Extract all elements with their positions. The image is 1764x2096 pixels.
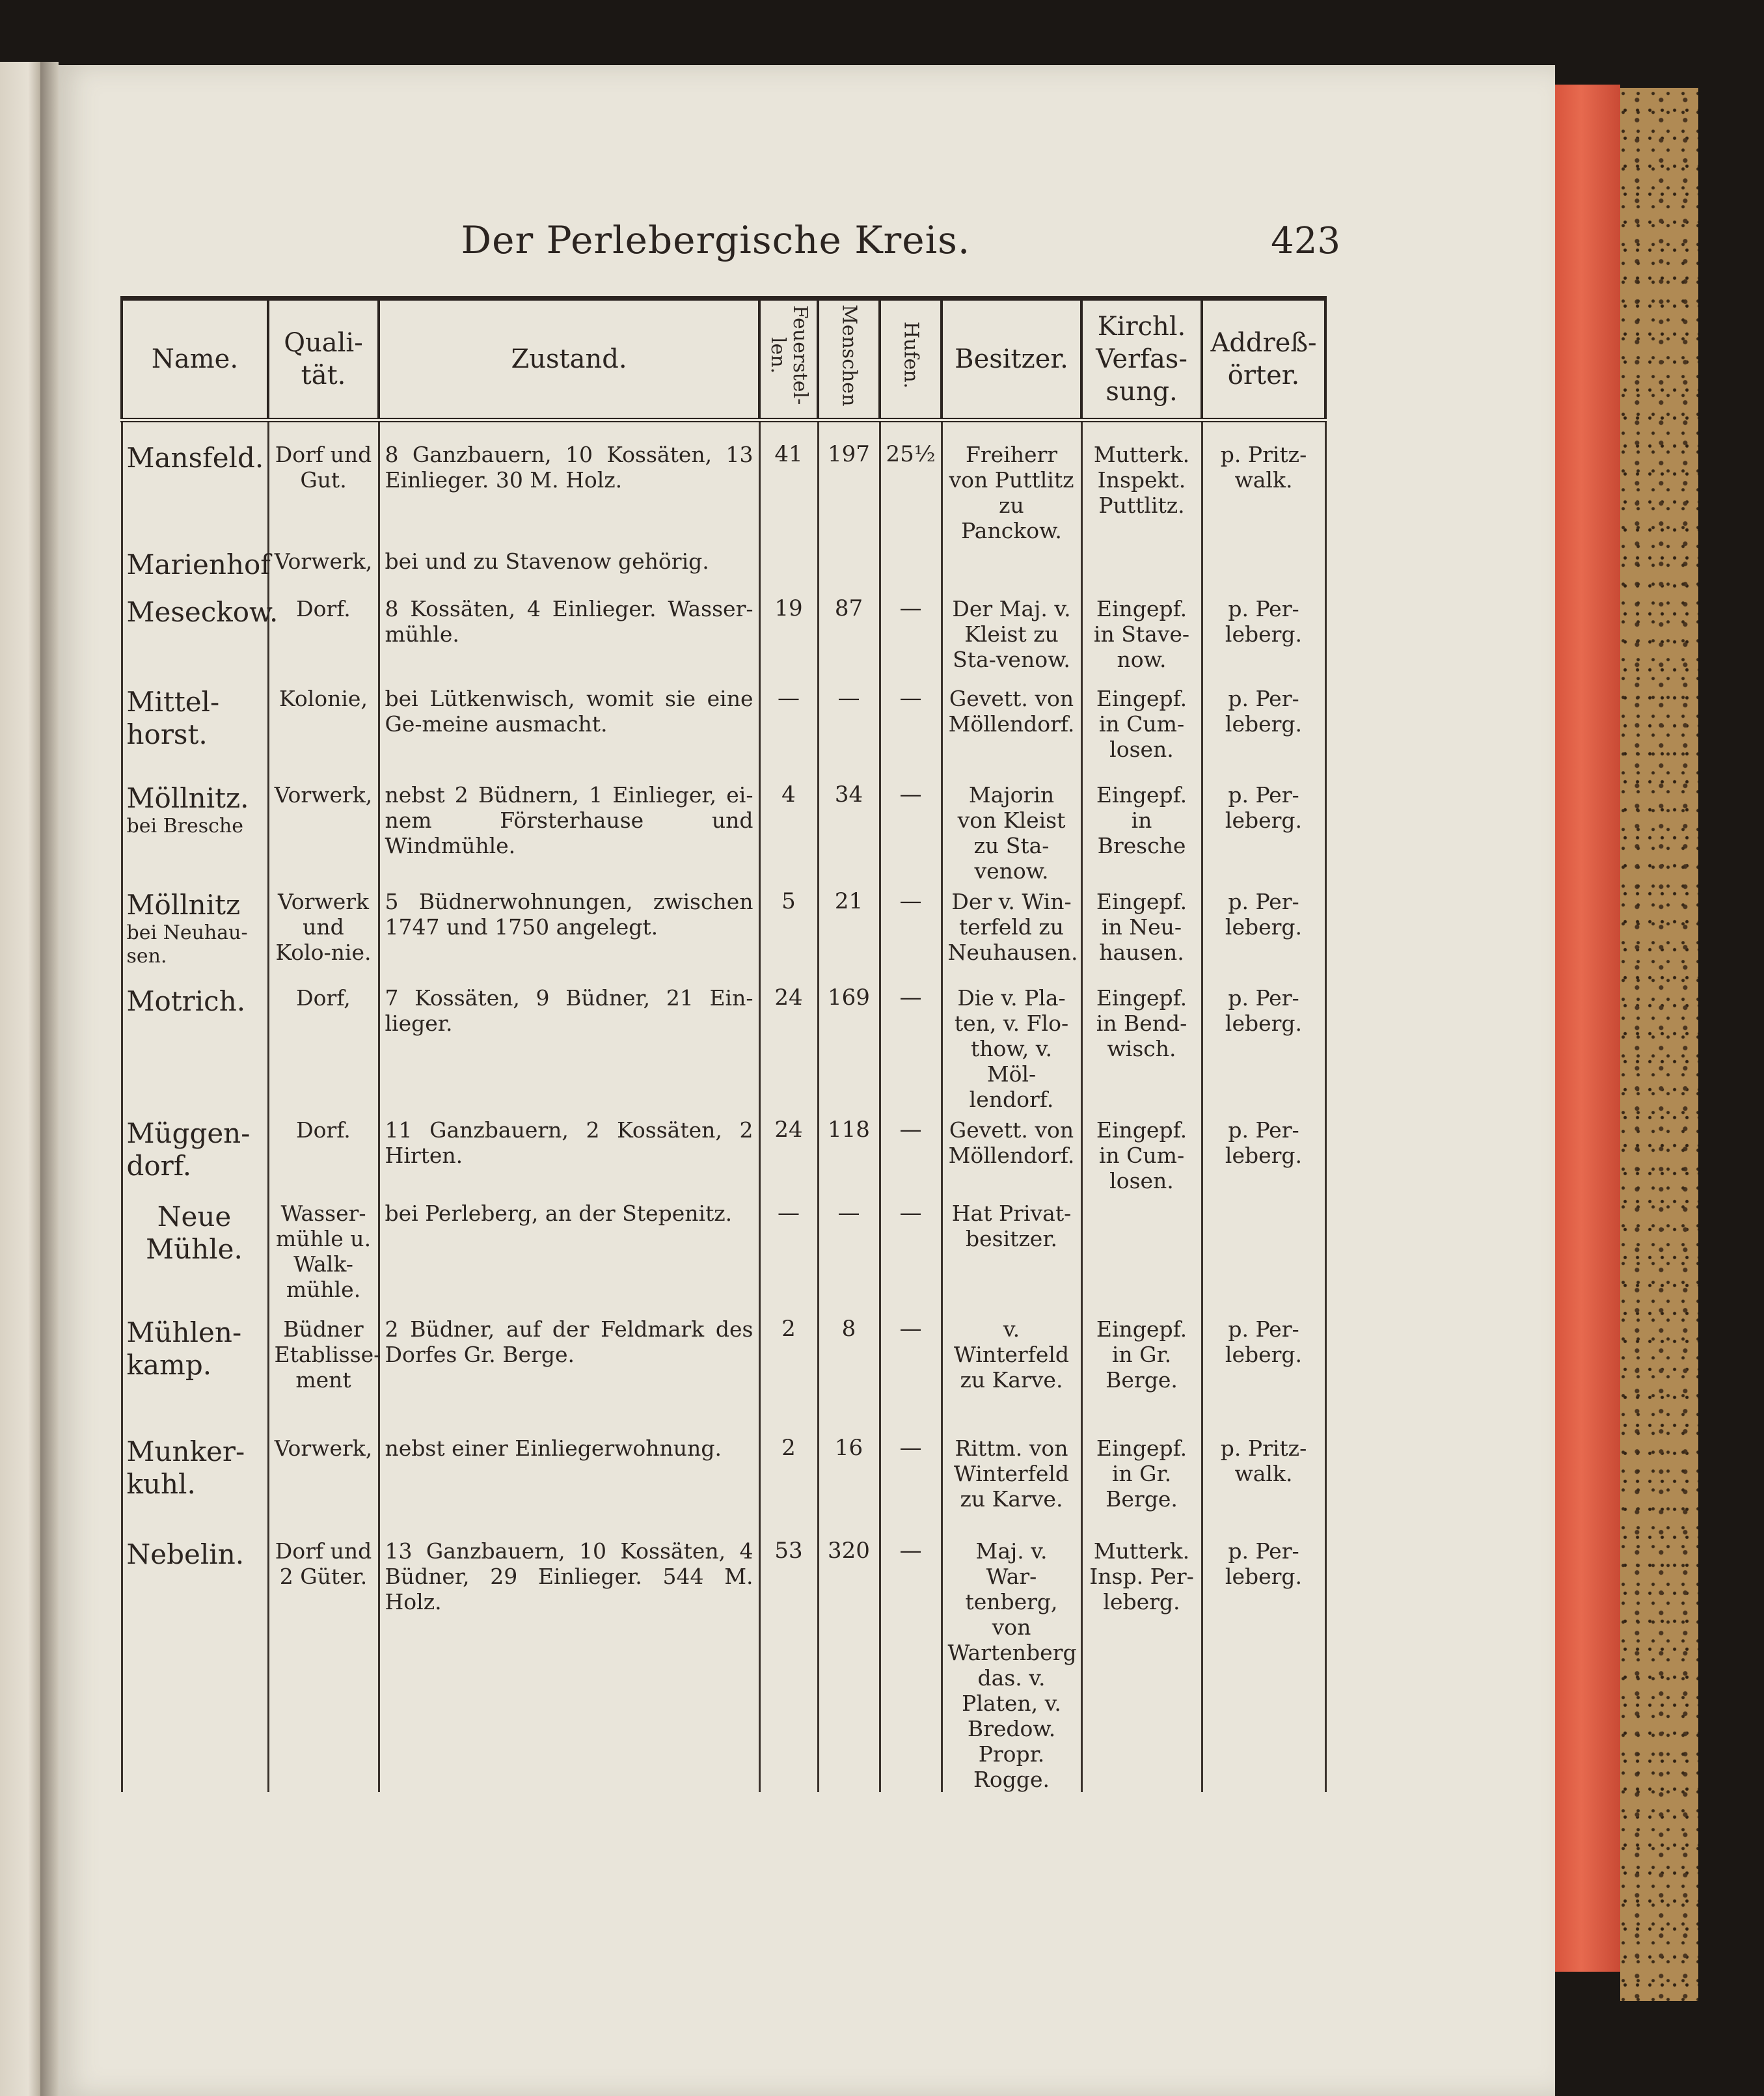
table-header — [122, 299, 1325, 420]
cell-hufen: — — [880, 980, 942, 1112]
cell-feuerstellen: — — [759, 681, 818, 777]
cell-addressorte: p. Pritz-walk. — [1202, 1430, 1325, 1533]
running-head: Der Perlebergische Kreis. — [461, 218, 971, 262]
cell-kirchl: Eingepf. in Bend-wisch. — [1081, 980, 1202, 1112]
red-page-edges — [1555, 85, 1620, 1972]
cell-menschen: — — [818, 681, 880, 777]
cell-qualitaet: Büdner Etablisse-ment — [268, 1311, 379, 1430]
table-row — [122, 980, 1325, 1112]
place-name: Möllnitz. — [126, 782, 249, 814]
cell-addressorte: p. Per-leberg. — [1202, 777, 1325, 884]
cell-feuerstellen: 2 — [759, 1311, 818, 1430]
cell-besitzer: Freiherr von Puttlitz zu Panckow. — [942, 420, 1081, 544]
cell-besitzer: Der v. Win-terfeld zu Neuhausen. — [942, 884, 1081, 980]
table-row — [122, 884, 1325, 980]
cell-feuerstellen: 5 — [759, 884, 818, 980]
cell-feuerstellen — [759, 543, 818, 591]
cell-zustand: bei Lütkenwisch, womit sie eine Ge-meine ausmacht. — [379, 681, 759, 777]
cell-zustand: 8 Kossäten, 4 Einlieger. Wasser-mühle. — [379, 591, 759, 681]
header-hufen: Hufen. — [880, 299, 942, 420]
table-body — [122, 420, 1325, 1793]
cell-name: Mittel-horst. — [122, 681, 268, 777]
cell-addressorte: p. Per-leberg. — [1202, 1533, 1325, 1792]
cell-hufen: — — [880, 1311, 942, 1430]
table-row — [122, 681, 1325, 777]
cell-addressorte: p. Per-leberg. — [1202, 1112, 1325, 1195]
cell-kirchl: Eingepf. in Bresche — [1081, 777, 1202, 884]
cell-kirchl: Eingepf. in Gr. Berge. — [1081, 1311, 1202, 1430]
cell-besitzer: Rittm. von Winterfeld zu Karve. — [942, 1430, 1081, 1533]
cell-zustand: bei und zu Stavenow gehörig. — [379, 543, 759, 591]
cell-menschen: 197 — [818, 420, 880, 544]
cell-addressorte: p. Per-leberg. — [1202, 681, 1325, 777]
page-number: 423 — [1271, 220, 1340, 262]
cell-zustand: 11 Ganzbauern, 2 Kossäten, 2 Hirten. — [379, 1112, 759, 1195]
cell-hufen: — — [880, 681, 942, 777]
cell-zustand: 7 Kossäten, 9 Büdner, 21 Ein-lieger. — [379, 980, 759, 1112]
register-table — [120, 296, 1327, 1792]
cell-name: Neue Mühle. — [122, 1195, 268, 1311]
header-zustand: Zustand. — [379, 299, 759, 420]
cell-name: Mansfeld. — [122, 420, 268, 544]
cell-feuerstellen: 24 — [759, 1112, 818, 1195]
cell-qualitaet: Vorwerk, — [268, 777, 379, 884]
cell-kirchl: Eingepf. in Neu-hausen. — [1081, 884, 1202, 980]
cell-menschen — [818, 543, 880, 591]
cell-qualitaet: Dorf und 2 Güter. — [268, 1533, 379, 1792]
cell-name: Nebelin. — [122, 1533, 268, 1792]
cell-kirchl — [1081, 543, 1202, 591]
cell-addressorte: p. Pritz-walk. — [1202, 420, 1325, 544]
place-name-qualifier: bei Neuhau-sen. — [126, 921, 248, 968]
cell-feuerstellen: 2 — [759, 1430, 818, 1533]
cell-zustand: 13 Ganzbauern, 10 Kossäten, 4 Büdner, 29 Einlieger. 544 M. Holz. — [379, 1533, 759, 1792]
cell-feuerstellen: 4 — [759, 777, 818, 884]
cell-name: Müggen-dorf. — [122, 1112, 268, 1195]
cell-kirchl: Mutterk. Insp. Per-leberg. — [1081, 1533, 1202, 1792]
cell-addressorte: p. Per-leberg. — [1202, 884, 1325, 980]
cell-menschen: 118 — [818, 1112, 880, 1195]
cell-qualitaet: Dorf. — [268, 591, 379, 681]
cell-addressorte — [1202, 1195, 1325, 1311]
cell-besitzer: Hat Privat-besitzer. — [942, 1195, 1081, 1311]
header-qualitaet: Quali-tät. — [268, 299, 379, 420]
cell-name — [122, 777, 268, 884]
cell-qualitaet: Dorf, — [268, 980, 379, 1112]
cell-besitzer: Der Maj. v. Kleist zu Sta-venow. — [942, 591, 1081, 681]
book-gutter — [40, 62, 59, 2096]
table-row — [122, 420, 1325, 544]
cell-besitzer — [942, 543, 1081, 591]
cell-menschen: 87 — [818, 591, 880, 681]
cell-kirchl: Eingepf. in Cum-losen. — [1081, 681, 1202, 777]
cell-name: Meseckow. — [122, 591, 268, 681]
header-addressorte: Addreß-örter. — [1202, 299, 1325, 420]
cell-zustand: nebst 2 Büdnern, 1 Einlieger, ei-nem Försterhause und Windmühle. — [379, 777, 759, 884]
table-row — [122, 1311, 1325, 1430]
cell-besitzer: Die v. Pla-ten, v. Flo-thow, v. Möl-lendorf. — [942, 980, 1081, 1112]
cell-hufen: 25½ — [880, 420, 942, 544]
cell-feuerstellen: 41 — [759, 420, 818, 544]
table-row — [122, 1195, 1325, 1311]
cell-qualitaet: Wasser-mühle u. Walk-mühle. — [268, 1195, 379, 1311]
cell-feuerstellen: 24 — [759, 980, 818, 1112]
cell-qualitaet: Vorwerk und Kolo-nie. — [268, 884, 379, 980]
cell-besitzer: Gevett. von Möllendorf. — [942, 1112, 1081, 1195]
cell-hufen — [880, 543, 942, 591]
cell-kirchl: Mutterk. Inspekt. Puttlitz. — [1081, 420, 1202, 544]
table-row — [122, 1112, 1325, 1195]
header-kirchl: Kirchl. Verfas-sung. — [1081, 299, 1202, 420]
cell-addressorte: p. Per-leberg. — [1202, 1311, 1325, 1430]
cell-name: Mühlen-kamp. — [122, 1311, 268, 1430]
cell-hufen: — — [880, 884, 942, 980]
place-name-qualifier: bei Bresche — [126, 815, 244, 837]
cell-menschen: 34 — [818, 777, 880, 884]
register-table-container — [120, 296, 1324, 1792]
cell-kirchl: Eingepf. in Stave-now. — [1081, 591, 1202, 681]
cell-qualitaet: Vorwerk, — [268, 1430, 379, 1533]
cell-menschen: 16 — [818, 1430, 880, 1533]
cell-name: Marienhof — [122, 543, 268, 591]
table-row — [122, 1430, 1325, 1533]
marbled-cover-board — [1620, 88, 1698, 2001]
cell-besitzer: Maj. v. War-tenberg, von Wartenberg das. v. Platen, v. Bredow. Propr. Rogge. — [942, 1533, 1081, 1792]
cell-hufen: — — [880, 777, 942, 884]
cell-zustand: bei Perleberg, an der Stepenitz. — [379, 1195, 759, 1311]
cell-feuerstellen: — — [759, 1195, 818, 1311]
cell-kirchl — [1081, 1195, 1202, 1311]
header-menschen: Menschen — [818, 299, 880, 420]
cell-kirchl: Eingepf. in Cum-losen. — [1081, 1112, 1202, 1195]
cell-zustand: nebst einer Einliegerwohnung. — [379, 1430, 759, 1533]
cell-kirchl: Eingepf. in Gr. Berge. — [1081, 1430, 1202, 1533]
header-feuerstellen: Feuerstel-len. — [759, 299, 818, 420]
cell-feuerstellen: 19 — [759, 591, 818, 681]
table-row — [122, 543, 1325, 591]
cell-name — [122, 884, 268, 980]
cell-hufen: — — [880, 591, 942, 681]
cell-hufen: — — [880, 1430, 942, 1533]
place-name: Möllnitz — [126, 889, 241, 921]
header-name: Name. — [122, 299, 268, 420]
cell-hufen: — — [880, 1195, 942, 1311]
table-row — [122, 591, 1325, 681]
cell-qualitaet: Dorf. — [268, 1112, 379, 1195]
cell-besitzer: Gevett. von Möllendorf. — [942, 681, 1081, 777]
cell-menschen: 8 — [818, 1311, 880, 1430]
cell-feuerstellen: 53 — [759, 1533, 818, 1792]
header-besitzer: Besitzer. — [942, 299, 1081, 420]
facing-page-edge — [0, 62, 40, 2096]
cell-name: Motrich. — [122, 980, 268, 1112]
cell-addressorte — [1202, 543, 1325, 591]
cell-hufen: — — [880, 1112, 942, 1195]
cell-hufen: — — [880, 1533, 942, 1792]
cell-menschen: 21 — [818, 884, 880, 980]
cell-menschen: — — [818, 1195, 880, 1311]
cell-besitzer: v. Winterfeld zu Karve. — [942, 1311, 1081, 1430]
table-row — [122, 1533, 1325, 1792]
cell-addressorte: p. Per-leberg. — [1202, 980, 1325, 1112]
cell-zustand: 8 Ganzbauern, 10 Kossäten, 13 Einlieger. 30 M. Holz. — [379, 420, 759, 544]
cell-menschen: 320 — [818, 1533, 880, 1792]
table-row — [122, 777, 1325, 884]
cell-besitzer: Majorin von Kleist zu Sta-venow. — [942, 777, 1081, 884]
cell-zustand: 2 Büdner, auf der Feldmark des Dorfes Gr. Berge. — [379, 1311, 759, 1430]
cell-qualitaet: Dorf und Gut. — [268, 420, 379, 544]
cell-menschen: 169 — [818, 980, 880, 1112]
cell-qualitaet: Kolonie, — [268, 681, 379, 777]
cell-qualitaet: Vorwerk, — [268, 543, 379, 591]
cell-zustand: 5 Büdnerwohnungen, zwischen 1747 und 1750 angelegt. — [379, 884, 759, 980]
cell-addressorte: p. Per-leberg. — [1202, 591, 1325, 681]
cell-name: Munker-kuhl. — [122, 1430, 268, 1533]
